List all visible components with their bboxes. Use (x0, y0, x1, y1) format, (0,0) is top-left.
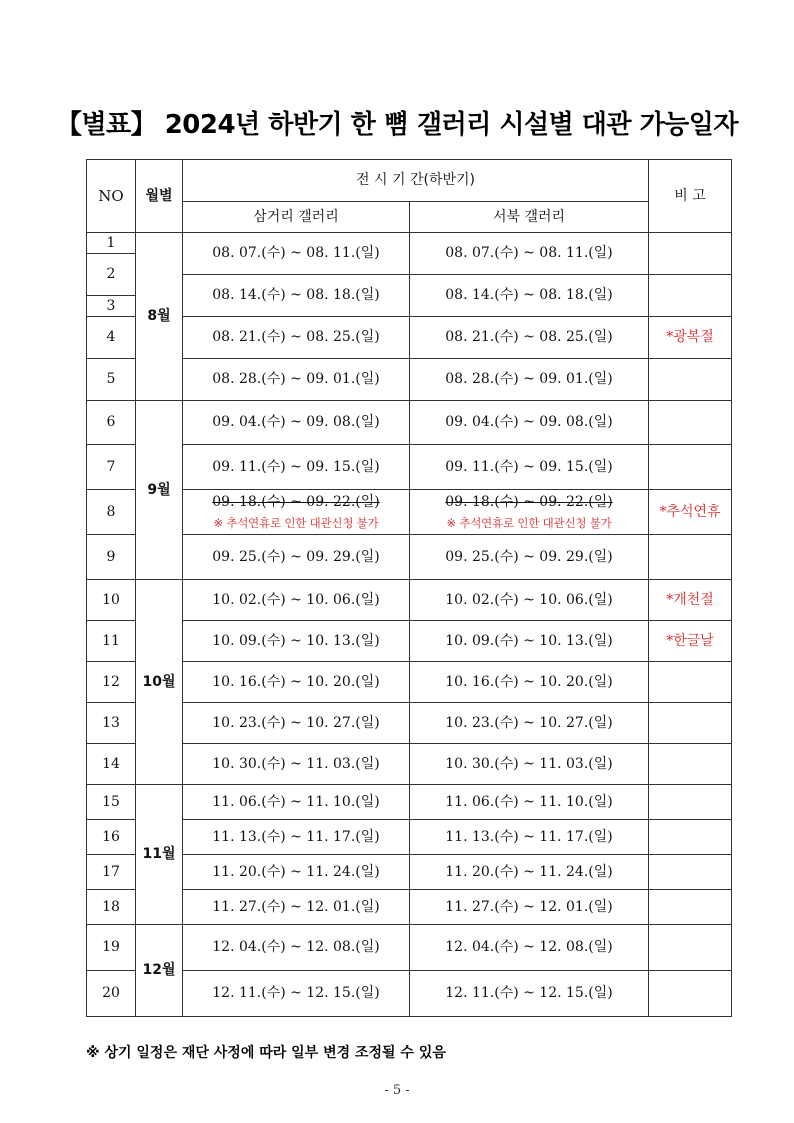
unavailable-warning: ※ 추석연휴로 인한 대관신청 불가 (213, 515, 379, 530)
remark (649, 535, 732, 580)
row-number: 7 (87, 445, 136, 490)
remark (649, 445, 732, 490)
row-number: 10 (87, 580, 136, 621)
row-number: 19 (87, 925, 136, 971)
period-samgeori: 08. 14.(수) ~ 08. 18.(일) (183, 275, 410, 317)
period-seobuk: 11. 20.(수) ~ 11. 24.(일) (410, 855, 649, 890)
month-label-september: 9월 (136, 401, 183, 580)
row-number: 2 (87, 254, 136, 296)
period-samgeori: 10. 16.(수) ~ 10. 20.(일) (183, 662, 410, 703)
remark (649, 855, 732, 890)
row-number: 8 (87, 490, 136, 535)
period-seobuk: 08. 21.(수) ~ 08. 25.(일) (410, 317, 649, 359)
period-seobuk: 10. 30.(수) ~ 11. 03.(일) (410, 744, 649, 785)
row-number: 16 (87, 820, 136, 855)
footnote: ※ 상기 일정은 재단 사정에 따라 일부 변경 조정될 수 있음 (86, 1045, 446, 1061)
period-seobuk: 10. 09.(수) ~ 10. 13.(일) (410, 621, 649, 662)
period-seobuk: 12. 04.(수) ~ 12. 08.(일) (410, 925, 649, 971)
period-seobuk: 11. 13.(수) ~ 11. 17.(일) (410, 820, 649, 855)
period-seobuk: 10. 16.(수) ~ 10. 20.(일) (410, 662, 649, 703)
period-seobuk: 09. 25.(수) ~ 09. 29.(일) (410, 535, 649, 580)
period-seobuk: 11. 27.(수) ~ 12. 01.(일) (410, 890, 649, 925)
remark-holiday: *개천절 (649, 580, 732, 621)
period-seobuk: 09. 04.(수) ~ 09. 08.(일) (410, 401, 649, 445)
period-seobuk-unavailable (410, 490, 649, 535)
period-samgeori: 08. 28.(수) ~ 09. 01.(일) (183, 359, 410, 401)
row-number: 12 (87, 662, 136, 703)
page-number: - 5 - (384, 1083, 410, 1098)
period-samgeori: 11. 13.(수) ~ 11. 17.(일) (183, 820, 410, 855)
unavailable-warning: ※ 추석연휴로 인한 대관신청 불가 (446, 515, 612, 530)
period-samgeori: 12. 04.(수) ~ 12. 08.(일) (183, 925, 410, 971)
remark (649, 820, 732, 855)
row-number: 20 (87, 971, 136, 1017)
period-samgeori: 10. 02.(수) ~ 10. 06.(일) (183, 580, 410, 621)
remark-holiday: *추석연휴 (649, 490, 732, 535)
remark (649, 233, 732, 275)
remark (649, 890, 732, 925)
period-samgeori: 08. 07.(수) ~ 08. 11.(일) (183, 233, 410, 275)
header-period: 전 시 기 간(하반기) (183, 160, 649, 202)
header-month: 월별 (136, 160, 183, 233)
header-remarks: 비 고 (649, 160, 732, 233)
row-number: 4 (87, 317, 136, 359)
period-samgeori: 09. 25.(수) ~ 09. 29.(일) (183, 535, 410, 580)
remark (649, 359, 732, 401)
remark (649, 275, 732, 317)
period-struck: 09. 18.(수) ~ 09. 22.(일) (445, 493, 613, 510)
period-seobuk: 08. 14.(수) ~ 08. 18.(일) (410, 275, 649, 317)
header-gallery-samgeori: 삼거리 갤러리 (183, 202, 410, 233)
remark (649, 662, 732, 703)
period-samgeori: 08. 21.(수) ~ 08. 25.(일) (183, 317, 410, 359)
period-samgeori: 11. 20.(수) ~ 11. 24.(일) (183, 855, 410, 890)
period-samgeori: 10. 09.(수) ~ 10. 13.(일) (183, 621, 410, 662)
row-number: 5 (87, 359, 136, 401)
remark (649, 925, 732, 971)
schedule-table (86, 159, 732, 1017)
period-samgeori-unavailable (183, 490, 410, 535)
period-samgeori: 09. 04.(수) ~ 09. 08.(일) (183, 401, 410, 445)
period-struck: 09. 18.(수) ~ 09. 22.(일) (212, 493, 380, 510)
remark (649, 785, 732, 820)
month-label-december: 12월 (136, 925, 183, 1017)
period-seobuk: 09. 11.(수) ~ 09. 15.(일) (410, 445, 649, 490)
row-number: 13 (87, 703, 136, 744)
period-seobuk: 10. 02.(수) ~ 10. 06.(일) (410, 580, 649, 621)
remark-holiday: *광복절 (649, 317, 732, 359)
period-seobuk: 12. 11.(수) ~ 12. 15.(일) (410, 971, 649, 1017)
period-samgeori: 12. 11.(수) ~ 12. 15.(일) (183, 971, 410, 1017)
month-label-october: 10월 (136, 580, 183, 785)
period-samgeori: 09. 11.(수) ~ 09. 15.(일) (183, 445, 410, 490)
row-number: 15 (87, 785, 136, 820)
period-seobuk: 08. 07.(수) ~ 08. 11.(일) (410, 233, 649, 275)
period-seobuk: 08. 28.(수) ~ 09. 01.(일) (410, 359, 649, 401)
row-number: 14 (87, 744, 136, 785)
remark (649, 744, 732, 785)
row-number: 11 (87, 621, 136, 662)
page-title: 【별표】 2024년 하반기 한 뼘 갤러리 시설별 대관 가능일자 (55, 110, 739, 140)
header-gallery-seobuk: 서북 갤러리 (410, 202, 649, 233)
row-number: 6 (87, 401, 136, 445)
period-seobuk: 11. 06.(수) ~ 11. 10.(일) (410, 785, 649, 820)
month-label-august: 8월 (136, 233, 183, 401)
period-samgeori: 11. 27.(수) ~ 12. 01.(일) (183, 890, 410, 925)
row-number: 9 (87, 535, 136, 580)
header-no: NO (87, 160, 136, 233)
remark (649, 401, 732, 445)
month-label-november: 11월 (136, 785, 183, 925)
period-seobuk: 10. 23.(수) ~ 10. 27.(일) (410, 703, 649, 744)
period-samgeori: 10. 23.(수) ~ 10. 27.(일) (183, 703, 410, 744)
row-number: 1 (87, 233, 136, 254)
remark (649, 703, 732, 744)
row-number: 18 (87, 890, 136, 925)
remark-holiday: *한글날 (649, 621, 732, 662)
period-samgeori: 11. 06.(수) ~ 11. 10.(일) (183, 785, 410, 820)
row-number: 17 (87, 855, 136, 890)
remark (649, 971, 732, 1017)
period-samgeori: 10. 30.(수) ~ 11. 03.(일) (183, 744, 410, 785)
row-number: 3 (87, 296, 136, 317)
